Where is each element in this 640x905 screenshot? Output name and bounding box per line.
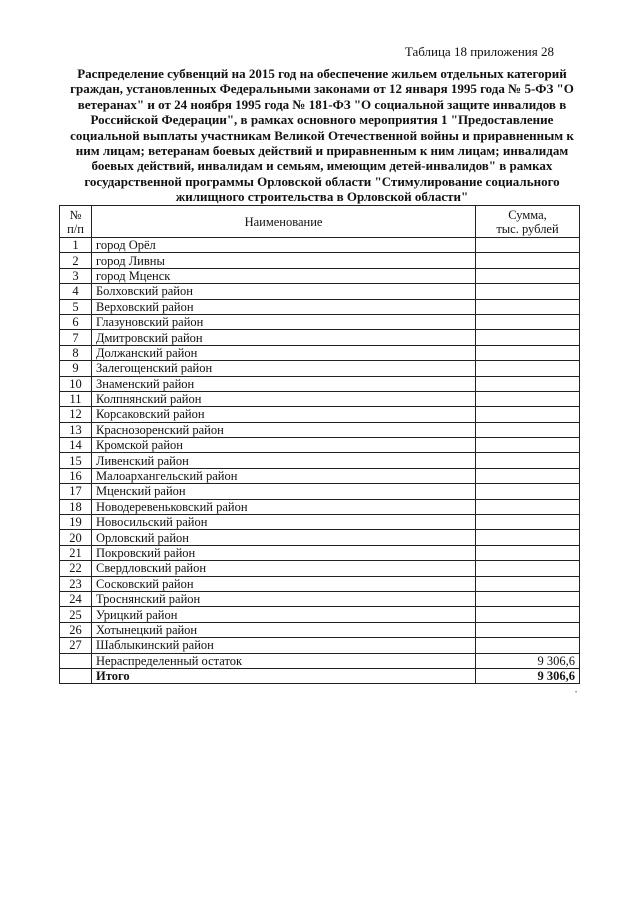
row-sum (476, 484, 580, 499)
row-sum (476, 607, 580, 622)
table-body (60, 238, 580, 654)
table-row (60, 591, 580, 606)
table-row (60, 438, 580, 453)
row-sum (476, 391, 580, 406)
row-name: Должанский район (92, 345, 476, 360)
row-sum (476, 530, 580, 545)
row-number: 23 (60, 576, 92, 591)
subvention-table (59, 205, 580, 684)
row-number: 15 (60, 453, 92, 468)
table-row (60, 345, 580, 360)
row-number: 22 (60, 561, 92, 576)
row-sum (476, 545, 580, 560)
row-number: 12 (60, 407, 92, 422)
row-sum (476, 299, 580, 314)
row-name: Малоархангельский район (92, 468, 476, 483)
table-row (60, 238, 580, 253)
row-name: Свердловский район (92, 561, 476, 576)
row-name: город Мценск (92, 268, 476, 283)
row-number: 2 (60, 253, 92, 268)
total-num-cell (60, 668, 92, 683)
row-name: Верховский район (92, 299, 476, 314)
row-name: Мценский район (92, 484, 476, 499)
remainder-sum: 9 306,6 (476, 653, 580, 668)
row-name: Ливенский район (92, 453, 476, 468)
row-name: Новодеревеньковский район (92, 499, 476, 514)
table-row (60, 407, 580, 422)
total-label: Итого (92, 668, 476, 683)
total-row (60, 668, 580, 683)
table-row (60, 499, 580, 514)
header-sum-line1: Сумма, (508, 207, 547, 222)
remainder-label: Нераспределенный остаток (92, 653, 476, 668)
header-sum (476, 206, 580, 238)
row-number: 27 (60, 638, 92, 653)
header-name: Наименование (92, 206, 476, 238)
row-name: Колпнянский район (92, 391, 476, 406)
row-number: 6 (60, 314, 92, 329)
row-number: 1 (60, 238, 92, 253)
row-name: Покровский район (92, 545, 476, 560)
table-row (60, 545, 580, 560)
table-row (60, 468, 580, 483)
header-num (60, 206, 92, 238)
row-number: 4 (60, 284, 92, 299)
row-sum (476, 438, 580, 453)
page-mark: • (575, 690, 578, 696)
row-sum (476, 314, 580, 329)
table-row (60, 253, 580, 268)
table-row (60, 314, 580, 329)
row-number: 7 (60, 330, 92, 345)
table-row (60, 391, 580, 406)
row-sum (476, 407, 580, 422)
row-sum (476, 376, 580, 391)
row-name: Корсаковский район (92, 407, 476, 422)
row-name: Кромской район (92, 438, 476, 453)
table-row (60, 484, 580, 499)
row-number: 26 (60, 622, 92, 637)
row-sum (476, 622, 580, 637)
row-sum (476, 576, 580, 591)
row-number: 24 (60, 591, 92, 606)
row-sum (476, 453, 580, 468)
row-number: 21 (60, 545, 92, 560)
table-row (60, 622, 580, 637)
row-sum (476, 561, 580, 576)
row-number: 11 (60, 391, 92, 406)
row-sum (476, 638, 580, 653)
table-row (60, 330, 580, 345)
row-sum (476, 591, 580, 606)
row-sum (476, 345, 580, 360)
document-title: Распределение субвенций на 2015 год на обеспечение жильем отдельных категорий граждан, установленных Федеральными законами от 12 января 1995 года № 5-ФЗ "О ветеранах" и от 24 ноября 1995 года № 181-ФЗ "О социальной защите инвалидов в Российской Федерации", в рамках основного мероприятия 1 "Предоставление социальной выплаты участникам Великой Отечественной войны и приравненным к ним лицам; ветеранам боевых действий и приравненным к ним лицам; инвалидам боевых действий, инвалидам и семьям, имеющим детей-инвалидов" в рамках государственной программы Орловской области "Стимулирование социального жилищного строительства в Орловской области" (70, 66, 574, 205)
row-number: 9 (60, 361, 92, 376)
row-sum (476, 253, 580, 268)
remainder-num-cell (60, 653, 92, 668)
row-name: Глазуновский район (92, 314, 476, 329)
row-number: 13 (60, 422, 92, 437)
row-sum (476, 468, 580, 483)
row-name: Орловский район (92, 530, 476, 545)
row-number: 18 (60, 499, 92, 514)
table-caption: Таблица 18 приложения 28 (404, 44, 554, 59)
table-row (60, 638, 580, 653)
row-sum (476, 515, 580, 530)
row-number: 5 (60, 299, 92, 314)
table-header-row (60, 206, 580, 238)
row-name: город Орёл (92, 238, 476, 253)
row-number: 17 (60, 484, 92, 499)
row-number: 25 (60, 607, 92, 622)
row-name: Хотынецкий район (92, 622, 476, 637)
table-row (60, 361, 580, 376)
total-sum: 9 306,6 (476, 668, 580, 683)
row-name: Троснянский район (92, 591, 476, 606)
row-number: 20 (60, 530, 92, 545)
row-name: город Ливны (92, 253, 476, 268)
row-sum (476, 284, 580, 299)
row-number: 10 (60, 376, 92, 391)
row-number: 19 (60, 515, 92, 530)
row-name: Знаменский район (92, 376, 476, 391)
row-name: Болховский район (92, 284, 476, 299)
table-row (60, 515, 580, 530)
row-sum (476, 499, 580, 514)
row-sum (476, 361, 580, 376)
table-row (60, 576, 580, 591)
row-sum (476, 422, 580, 437)
table-row (60, 422, 580, 437)
row-name: Новосильский район (92, 515, 476, 530)
header-num-line1: № (69, 207, 82, 222)
row-name: Урицкий район (92, 607, 476, 622)
row-sum (476, 238, 580, 253)
row-name: Краснозоренский район (92, 422, 476, 437)
table-row (60, 607, 580, 622)
header-sum-line2: тыс. рублей (496, 221, 559, 236)
table-row (60, 376, 580, 391)
row-name: Дмитровский район (92, 330, 476, 345)
table-row (60, 530, 580, 545)
table-row (60, 561, 580, 576)
row-number: 14 (60, 438, 92, 453)
table-row (60, 268, 580, 283)
row-sum (476, 330, 580, 345)
row-number: 8 (60, 345, 92, 360)
row-name: Шаблыкинский район (92, 638, 476, 653)
table-row (60, 453, 580, 468)
row-name: Залегощенский район (92, 361, 476, 376)
row-number: 3 (60, 268, 92, 283)
table-row (60, 284, 580, 299)
row-number: 16 (60, 468, 92, 483)
row-name: Сосковский район (92, 576, 476, 591)
row-sum (476, 268, 580, 283)
table-row (60, 299, 580, 314)
remainder-row (60, 653, 580, 668)
header-num-line2: п/п (67, 221, 84, 236)
